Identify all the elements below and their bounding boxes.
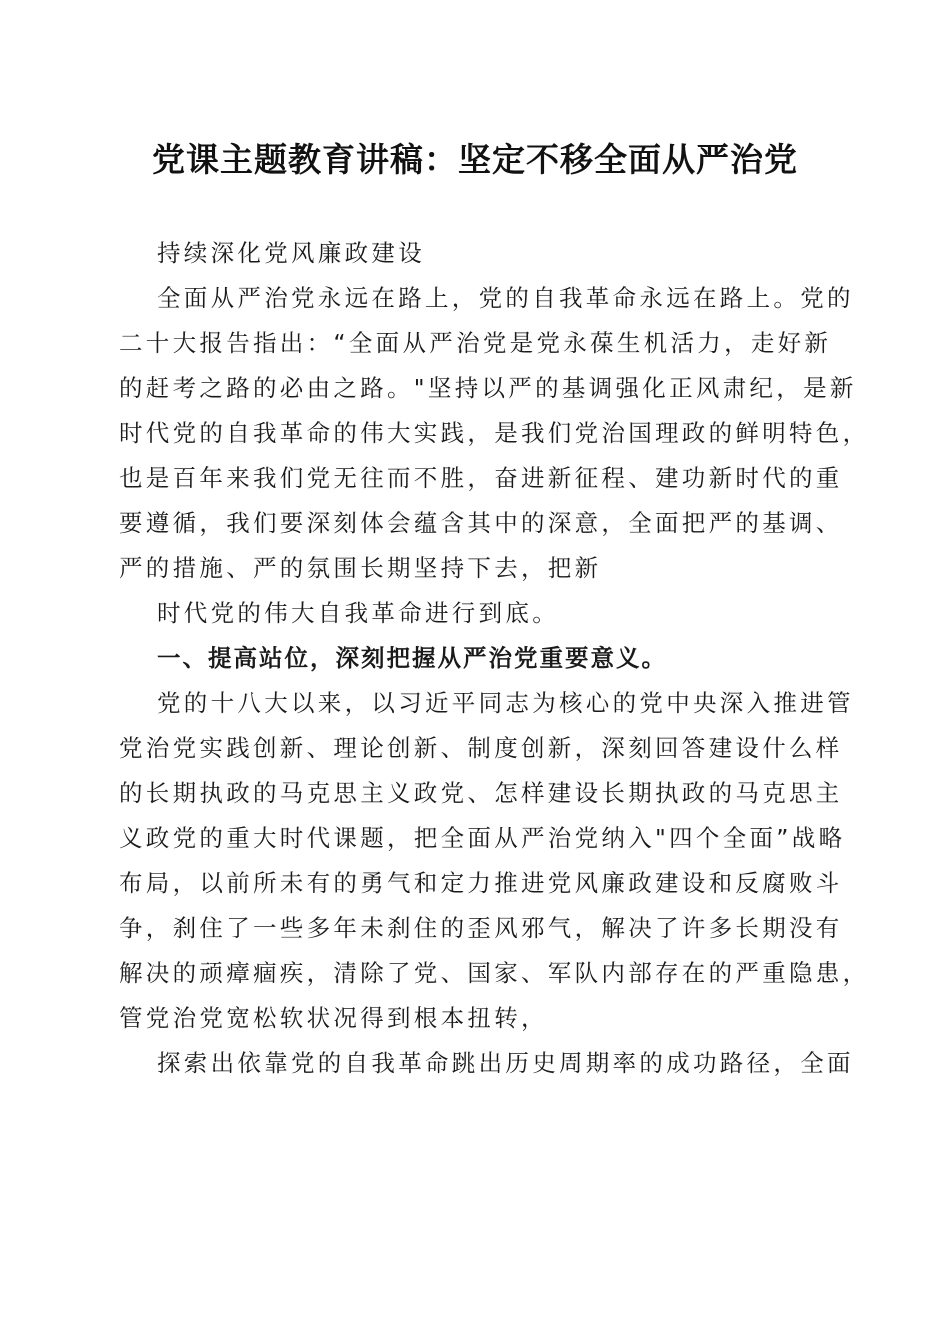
paragraph-line: 解决的顽瘴痼疾，清除了党、国家、军队内部存在的严重隐患， [119,959,870,987]
section-heading: 一、提高站位，深刻把握从严治党重要意义。 [157,644,667,672]
paragraph-line: 探索出依靠党的自我革命跳出历史周期率的成功路径，全面 [157,1049,854,1077]
paragraph-line: 时代党的伟大自我革命进行到底。 [157,599,559,627]
paragraph-line: 党治党实践创新、理论创新、制度创新，深刻回答建设什么样 [119,734,843,762]
paragraph-line: 严的措施、严的氛围长期坚持下去，把新 [119,554,602,582]
paragraph-line: 的赶考之路的必由之路。"坚持以严的基调强化正风肃纪，是新 [119,374,857,402]
paragraph-line: 的长期执政的马克思主义政党、怎样建设长期执政的马克思主 [119,779,843,807]
paragraph-line: 党的十八大以来，以习近平同志为核心的党中央深入推进管 [157,689,854,717]
paragraph-line: 管党治党宽松软状况得到根本扭转， [119,1004,548,1032]
paragraph-line: 全面从严治党永远在路上，党的自我革命永远在路上。党的 [157,284,854,312]
paragraph-line: 时代党的自我革命的伟大实践，是我们党治国理政的鲜明特色， [119,419,870,447]
paragraph-line: 二十大报告指出：“全面从严治党是党永葆生机活力，走好新 [119,329,832,357]
paragraph-line: 争，刹住了一些多年未刹住的歪风邪气，解决了许多长期没有 [119,914,843,942]
paragraph-line: 持续深化党风廉政建设 [157,239,425,267]
paragraph-line: 要遵循，我们要深刻体会蕴含其中的深意，全面把严的基调、 [119,509,843,537]
paragraph-line: 也是百年来我们党无往而不胜，奋进新征程、建功新时代的重 [119,464,843,492]
paragraph-line: 布局，以前所未有的勇气和定力推进党风廉政建设和反腐败斗 [119,869,843,897]
paragraph-line: 义政党的重大时代课题，把全面从严治党纳入"四个全面”战略 [119,824,846,852]
document-body [119,231,870,1086]
page-title: 党课主题教育讲稿：坚定不移全面从严治党 [152,140,798,179]
